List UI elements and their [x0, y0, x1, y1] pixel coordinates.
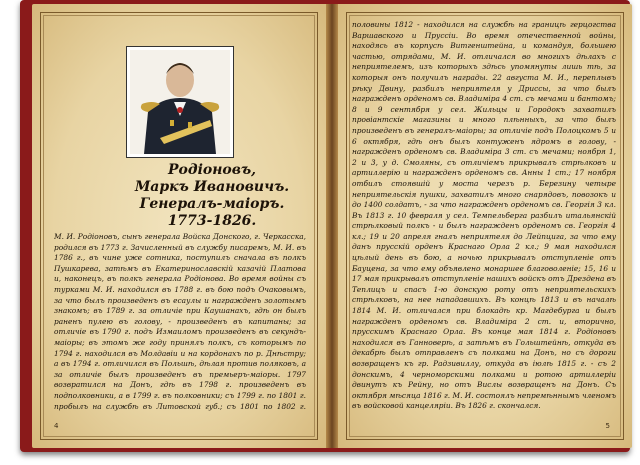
title-block	[112, 162, 312, 230]
left-page	[32, 4, 326, 448]
person-years: 1773-1826.	[167, 213, 257, 229]
person-surname: Родіоновъ,	[167, 162, 257, 178]
book-spread	[20, 0, 630, 452]
page-number-right: 5	[605, 422, 610, 430]
portrait-image	[126, 46, 234, 158]
person-given-names: Маркъ Ивановичъ.	[134, 179, 290, 195]
biography-text-right: половины 1812 - находился на службѣ на границѣ герцогства Варшавского и Пруссіи. Во время отечественной войны, находясь въ корпусѣ Витгенштейна, и командуя, большею частью, отрядами, М. И. отличался во многихъ дѣлахъ с неприятелемъ, изъ которыхъ здѣсь упомянуты лишь тѣ, за которыя онъ получилъ награды. 22 августа М. И., переплывъ рѣку Двину, разбилъ неприятеля у Дриссы, за что былъ награжденъ орденомъ св. Владиміра 4 ст. съ мечами и бантомъ; 8 и 9 сентября у сел. Жильцы и Городокъ захватилъ провіантскіе магазины и много плѣнныхъ, за что былъ произведенъ въ генералъ-маіоры; за отличіе подъ Полоцкомъ 5 и 6 октября, гдѣ онъ былъ контуженъ ядромъ в голову, - награжденъ орденомъ св. Владиміра 3 ст. съ мечами; ноября 1, 2 и 3, у д. Смоляны, съ отличіемъ прикрывалъ стрѣлковъ и артиллерію и награжденъ орденомъ св. Анны 1 ст.; 17 ноября отбилъ стоявшій у моста черезъ р. Березину четыре неприятельскія пушки, захватилъ много снарядовъ, повозокъ и до 1400 солдатъ, - за что награжденъ орденомъ св. Георгія 3 кл. Въ 1813 г. 10 февраля у сел. Темпельберга разбилъ итальянскій стрѣлковый полкъ - и былъ награжденъ орденомъ св. Георгія 4 кл.; 19 и 20 апреля гналъ неприятеля до Лейпцига, за что ему данъ прусскій орденъ Краснаго Орла 2 кл.; 9 мая находился цѣлый день въ бою, а ночью прикрывалъ отступленіе отъ Бауцена, за что ему объявлено монаршее благоволеніе; 15, 16 и 17 мая прикрывалъ отступленіе нашихъ войскъ отъ Дрездена въ Теплицъ и спасъ 1-ю донскую роту отъ неприятельскихъ стрѣлковъ, на нее нападавшихъ. Въ концѣ 1813 и въ началѣ 1814 М. И. отличался при блокадѣ кр. Магдебурга и былъ награжденъ орденомъ св. Владиміра 2 ст. и, вторично, прусскимъ Краснаго Орла. Въ конце мая 1814 г. Родіоновъ находился въ Ганноверѣ, а затѣмъ въ Гольштейнѣ, откуда въ декабрѣ былъ отправленъ съ полками на Донъ, но съ дороги возвращенъ къ гр. Радзивиллу, откуда въ іюлѣ 1815 г. - съ 2 донскимъ, 4 черноморскими полками и ротою артиллеріи двинутъ къ Рейну, но отъ Вислы возвращенъ на Донъ. Съ октября мѣсяца 1816 г. М. И. состоялъ непремѣннымъ членомъ въ войсковой канцеляріи. Въ 1826 г. скончался.	[352, 20, 616, 411]
right-page	[338, 4, 632, 448]
person-rank: Генералъ-маіоръ.	[139, 196, 285, 212]
book-spine	[326, 4, 338, 448]
page-number-left: 4	[54, 422, 59, 430]
biography-text-left: М. И. Родіоновъ, сынъ генерала Войска Донского, г. Черкасска, родился въ 1773 г. Зачисленный въ службу писаремъ, М. И. въ 1786 г., въ чине уже сотника, поступилъ сначала въ полкъ Пушкарева, затѣмъ въ Екатеринославскій казачій Платова и, наконецъ, въ полкъ генерала Родіонова. Во время войны съ турками М. И. находился въ 1788 г. въ бою подъ Очаковымъ, за что былъ произведенъ въ есаулы и награжденъ золотымъ знакомъ; въ 1789 г. за отличіе при Каушанахъ, гдѣ он былъ раненъ пулею въ голову, - произведенъ въ капитаны; за отличіе въ 1790 г. подъ Измаиломъ произведенъ въ секундъ-маіоры; въ этомъ же году принялъ полкъ, съ которымъ по 1794 г. находился въ Молдавіи и на кордонахъ по р. Днѣстру; а въ 1794 г. отличился въ Польшѣ, дѣлая против поляковъ, а за отличіе былъ произведенъ въ премьеръ-маіоры. 1797 возвратился на Донъ, гдѣ въ 1798 г. произведенъ въ подполковники, а в 1799 г. въ полковники; съ 1799 г. по 1801 г. пробылъ на службѣ въ Литовской губ.; съ 1801 по 1802 г.	[54, 232, 306, 411]
